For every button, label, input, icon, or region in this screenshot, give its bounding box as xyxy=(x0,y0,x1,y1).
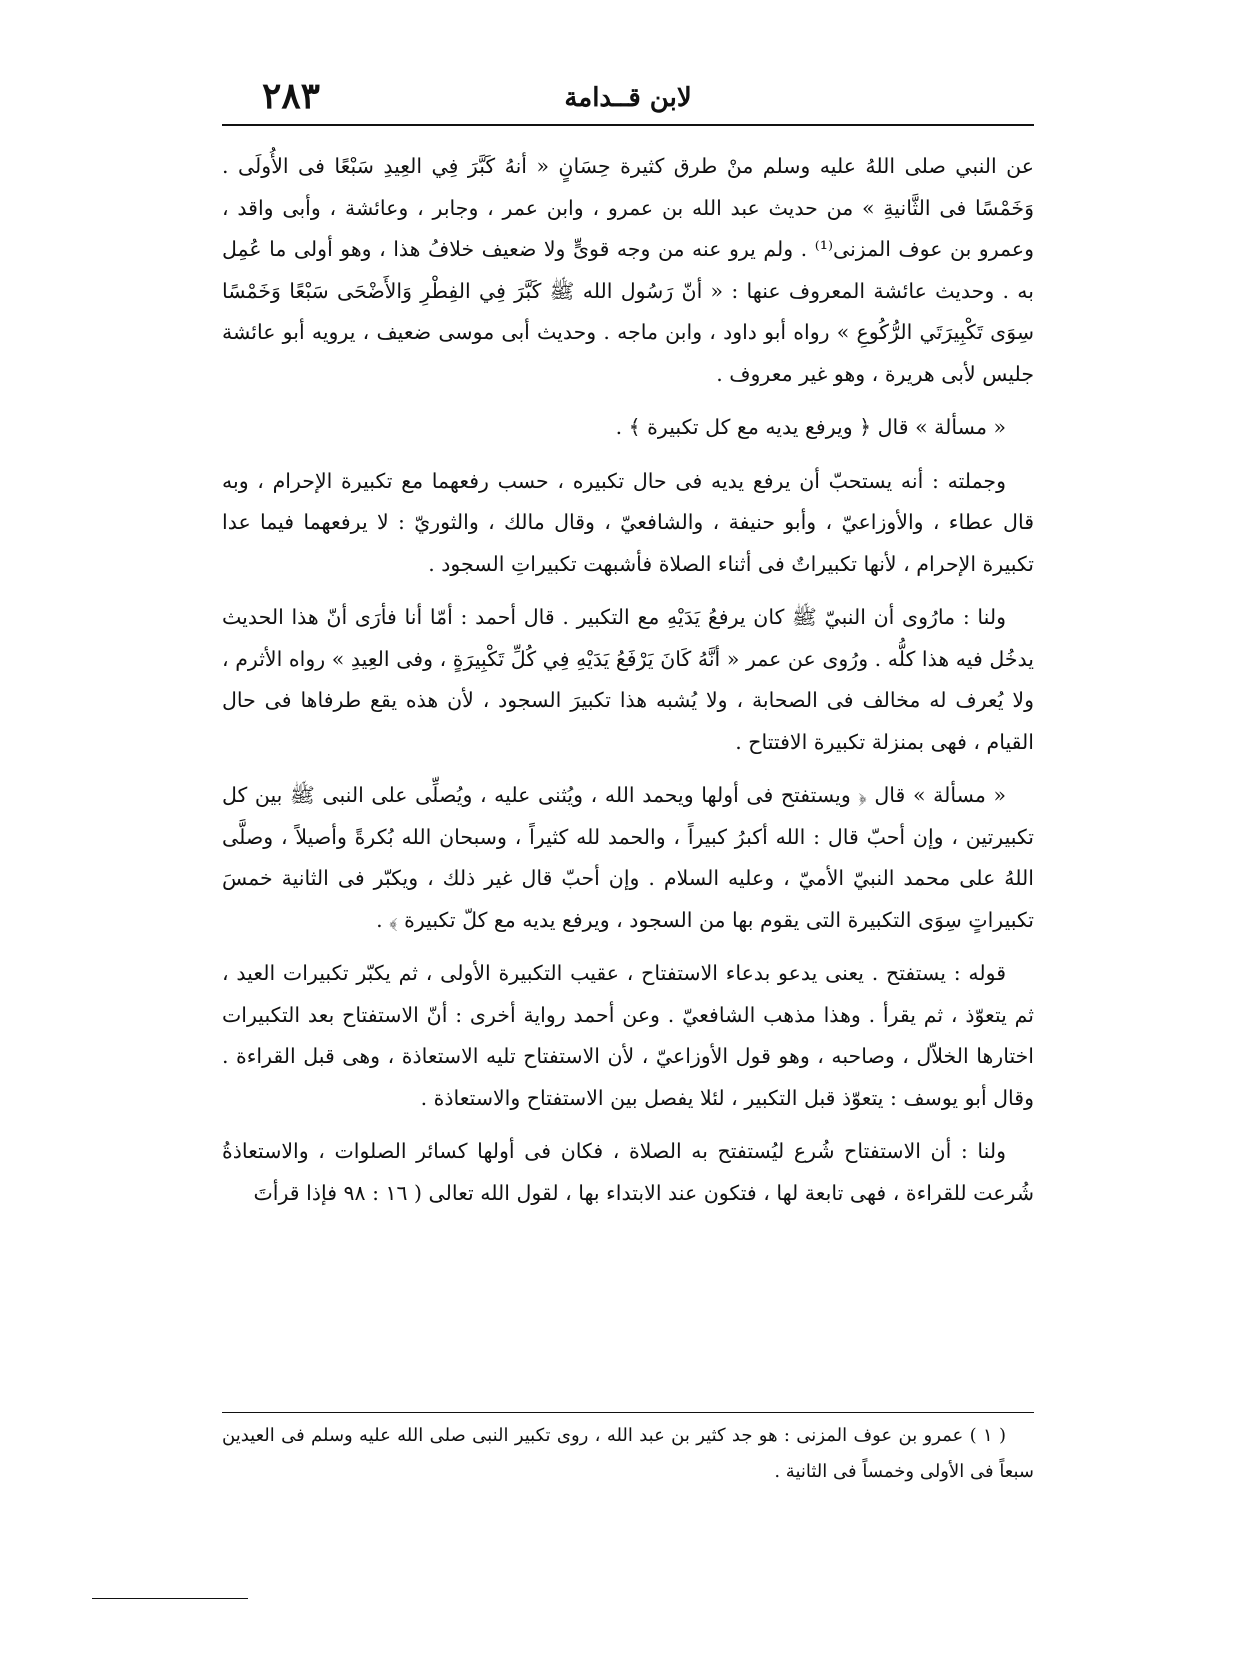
header-rule xyxy=(222,124,1034,126)
page-header xyxy=(222,74,1034,120)
page-number: ٢٨٣ xyxy=(262,75,321,117)
paragraph: ولنا : مارُوى أن النبيّ ﷺ كان يرفعُ يَدَيْهِ مع التكبير . قال أحمد : أمّا أنا فأرَى أنّ هذا الحديث يدخُل فيه هذا كلُّه . ورُوى عن عمر « أنَّهُ كَانَ يَرْفَعُ يَدَيْهِ فِي كُلِّ تَكْبِيرَةٍ ، وفى العِيدِ » رواه الأثرم ، ولا يُعرف له مخالف فى الصحابة ، ولا يُشبه هذا تكبيرَ السجود ، لأن هذه يقع طرفاها فى حال القيام ، فهى بمنزلة تكبيرة الافتتاح . xyxy=(222,605,1034,754)
footnote: ( ١ ) عمرو بن عوف المزنى : هو جد كثير بن عبد الله ، روى تكبير النبى صلى الله عليه وسلم فى العيدين سبعاً فى الأولى وخمساً فى الثانية . xyxy=(222,1425,1034,1482)
paragraph: قوله : يستفتح . يعنى يدعو بدعاء الاستفتاح ، عقيب التكبيرة الأولى ، ثم يكبّر تكبيرات العيد ، ثم يتعوّذ ، ثم يقرأ . وهذا مذهب الشافعيّ . وعن أحمد رواية أخرى : أنّ الاستفتاح بعد التكبيرات اختارها الخلاّل ، وصاحبه ، وهو قول الأوزاعيّ ، لأن الاستفتاح تليه الاستعاذة ، وهى قبل القراءة . وقال أبو يوسف : يتعوّذ قبل التكبير ، لئلا يفصل بين الاستفتاح والاستعاذة . xyxy=(222,961,1034,1110)
main-text xyxy=(222,146,1034,1226)
paragraph: وجملته : أنه يستحبّ أن يرفع يديه فى حال تكبيره ، حسب رفعهما مع تكبيرة الإحرام ، وبه قال عطاء ، والأوزاعيّ ، وأبو حنيفة ، والشافعيّ ، وقال مالك ، والثوريّ : لا يرفعهما فيما عدا تكبيرة الإحرام ، لأنها تكبيراتٌ فى أثناء الصلاة فأشبهت تكبيراتِ السجود . xyxy=(222,468,1034,576)
running-title: لابن قــدامة xyxy=(564,83,692,113)
paragraph: عن النبي صلى اللهُ عليه وسلم منْ طرق كثيرة حِسَانٍ « أنهُ كَبَّرَ فِي العِيدِ سَبْعًا فى الأُولَى . وَخَمْسًا فى الثَّانيةِ » من حديث عبد الله بن عمرو ، وابن عمر ، وجابر ، وعائشة ، وأبى واقد ، وعمرو بن عوف المزنى⁽¹⁾ . ولم يرو عنه من وجه قوىٍّ ولا ضعيف خلافُ هذا ، وهو أولى ما عُمِل به . وحديث عائشة المعروف عنها : « أنّ رَسُول الله ﷺ كَبَّرَ فِي الفِطْرِ وَالأَضْحَى سَبْعًا وَخَمْسًا سِوَى تَكْبِيرَتَي الرُّكُوعِ » رواه أبو داود ، وابن ماجه . وحديث أبى موسى ضعيف ، يرويه أبو عائشة جليس لأبى هريرة ، وهو غير معروف . xyxy=(222,154,1034,386)
bottom-divider-line xyxy=(92,1598,248,1599)
paragraph-masala: « مسألة » قال ﴿ ويستفتح فى أولها ويحمد الله ، ويُثنى عليه ، ويُصلِّى على النبى ﷺ بين كل تكبيرتين ، وإن أحبّ قال : الله أكبرُ كبيراً ، والحمد لله كثيراً ، وسبحان الله بُكرةً وأصيلاً ، وصلَّى اللهُ على محمد النبيّ الأميّ ، وعليه السلام . وإن أحبّ قال غير ذلك ، ويكبّر فى الثانية خمسَ تكبيراتٍ سِوَى التكبيرة التى يقوم بها من السجود ، ويرفع يديه مع كلّ تكبيرة ﴾ . xyxy=(222,783,1035,932)
footnote-rule xyxy=(222,1412,1034,1413)
paragraph-masala-heading: « مسألة » قال ﴿ ويرفع يديه مع كل تكبيرة ﴾ . xyxy=(615,415,1006,439)
footnotes xyxy=(222,1418,1034,1490)
paragraph: ولنا : أن الاستفتاح شُرع ليُستفتح به الصلاة ، فكان فى أولها كسائر الصلوات ، والاستعاذةُ شُرعت للقراءة ، فهى تابعة لها ، فتكون عند الابتداء بها ، لقول الله تعالى ( ١٦ : ٩٨ فإذا قرأتَ xyxy=(222,1139,1034,1205)
